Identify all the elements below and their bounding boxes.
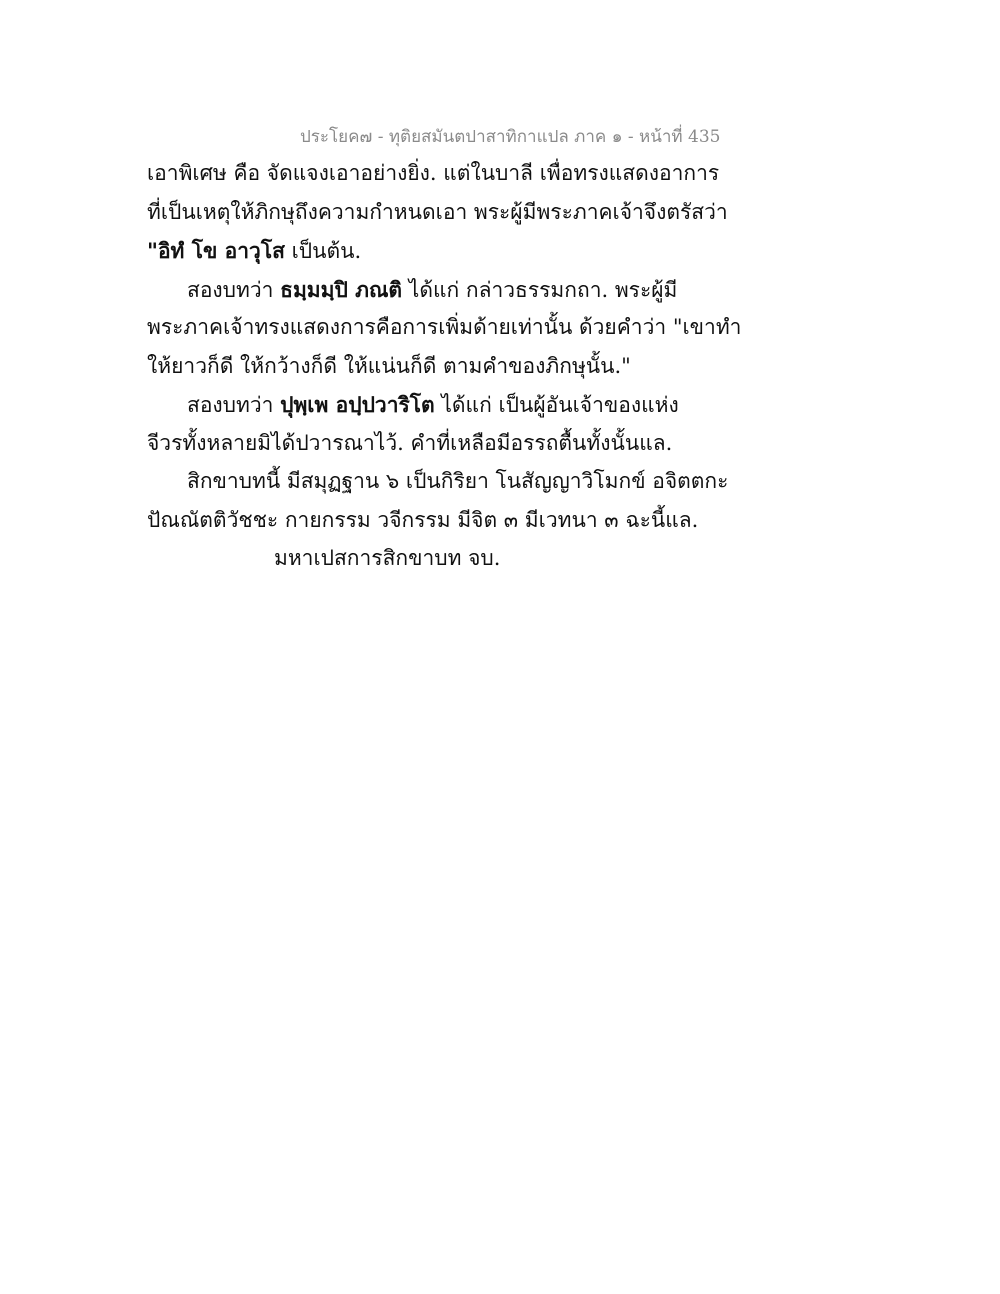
line-text: ที่เป็นเหตุให้ภิกษุถึงความกำหนดเอา พระผู้มีพระภาคเจ้าจึงตรัสว่า [147,199,728,224]
line-text: เอาพิเศษ คือ จัดแจงเอาอย่างยิ่ง. แต่ในบาลี เพื่อทรงแสดงอาการ [147,161,720,185]
paragraph-start-line [147,276,707,315]
text-line [147,314,742,353]
line-text: จีวรทั้งหลายมิได้ปวารณาไว้. คำที่เหลือมีอรรถตื้นทั้งนั้นแล. [147,430,673,455]
text-line [147,237,707,276]
line-text: ได้แก่ กล่าวธรรมกถา. พระผู้มี [402,277,678,302]
pali-term: ปุพฺเพ อปฺปวาริโต [280,392,435,417]
line-text: สองบทว่า [187,277,281,302]
paragraph-start-line [147,391,707,430]
text-line [147,430,707,469]
line-text: ให้ยาวก็ดี ให้กว้างก็ดี ให้แน่นก็ดี ตามคำของภิกษุนั้น." [147,353,631,378]
paragraph-start-line [147,468,729,507]
line-text: ปัณณัตติวัชชะ กายกรรม วจีกรรม มีจิต ๓ มีเวทนา ๓ ฉะนี้แล. [147,507,699,532]
text-line [147,353,707,392]
text-line [147,507,707,546]
text-line [147,160,720,199]
line-text: เป็นต้น. [284,239,362,263]
line-text: ได้แก่ เป็นผู้อันเจ้าของแห่ง [434,393,679,417]
running-header: ประโยค๗ - ทุติยสมันตปาสาทิกาแปล ภาค ๑ - หน้าที่ 435 [300,127,721,147]
section-end-line [147,545,707,584]
line-text: พระภาคเจ้าทรงแสดงการคือการเพิ่มด้ายเท่านั้น ด้วยคำว่า "เขาทำ [147,315,742,339]
text-line [147,199,728,238]
pali-term: ธมฺมมฺปิ ภณติ [280,276,403,302]
line-text: สิกขาบทนี้ มีสมุฏฐาน ๖ เป็นกิริยา โนสัญญาวิโมกข์ อจิตตกะ [187,469,729,493]
section-end-text: มหาเปสการสิกขาบท จบ. [274,546,501,570]
body-text [147,160,742,584]
pali-term: "อิทํ โข อาวุโส [147,238,285,263]
line-text: สองบทว่า [187,393,281,417]
